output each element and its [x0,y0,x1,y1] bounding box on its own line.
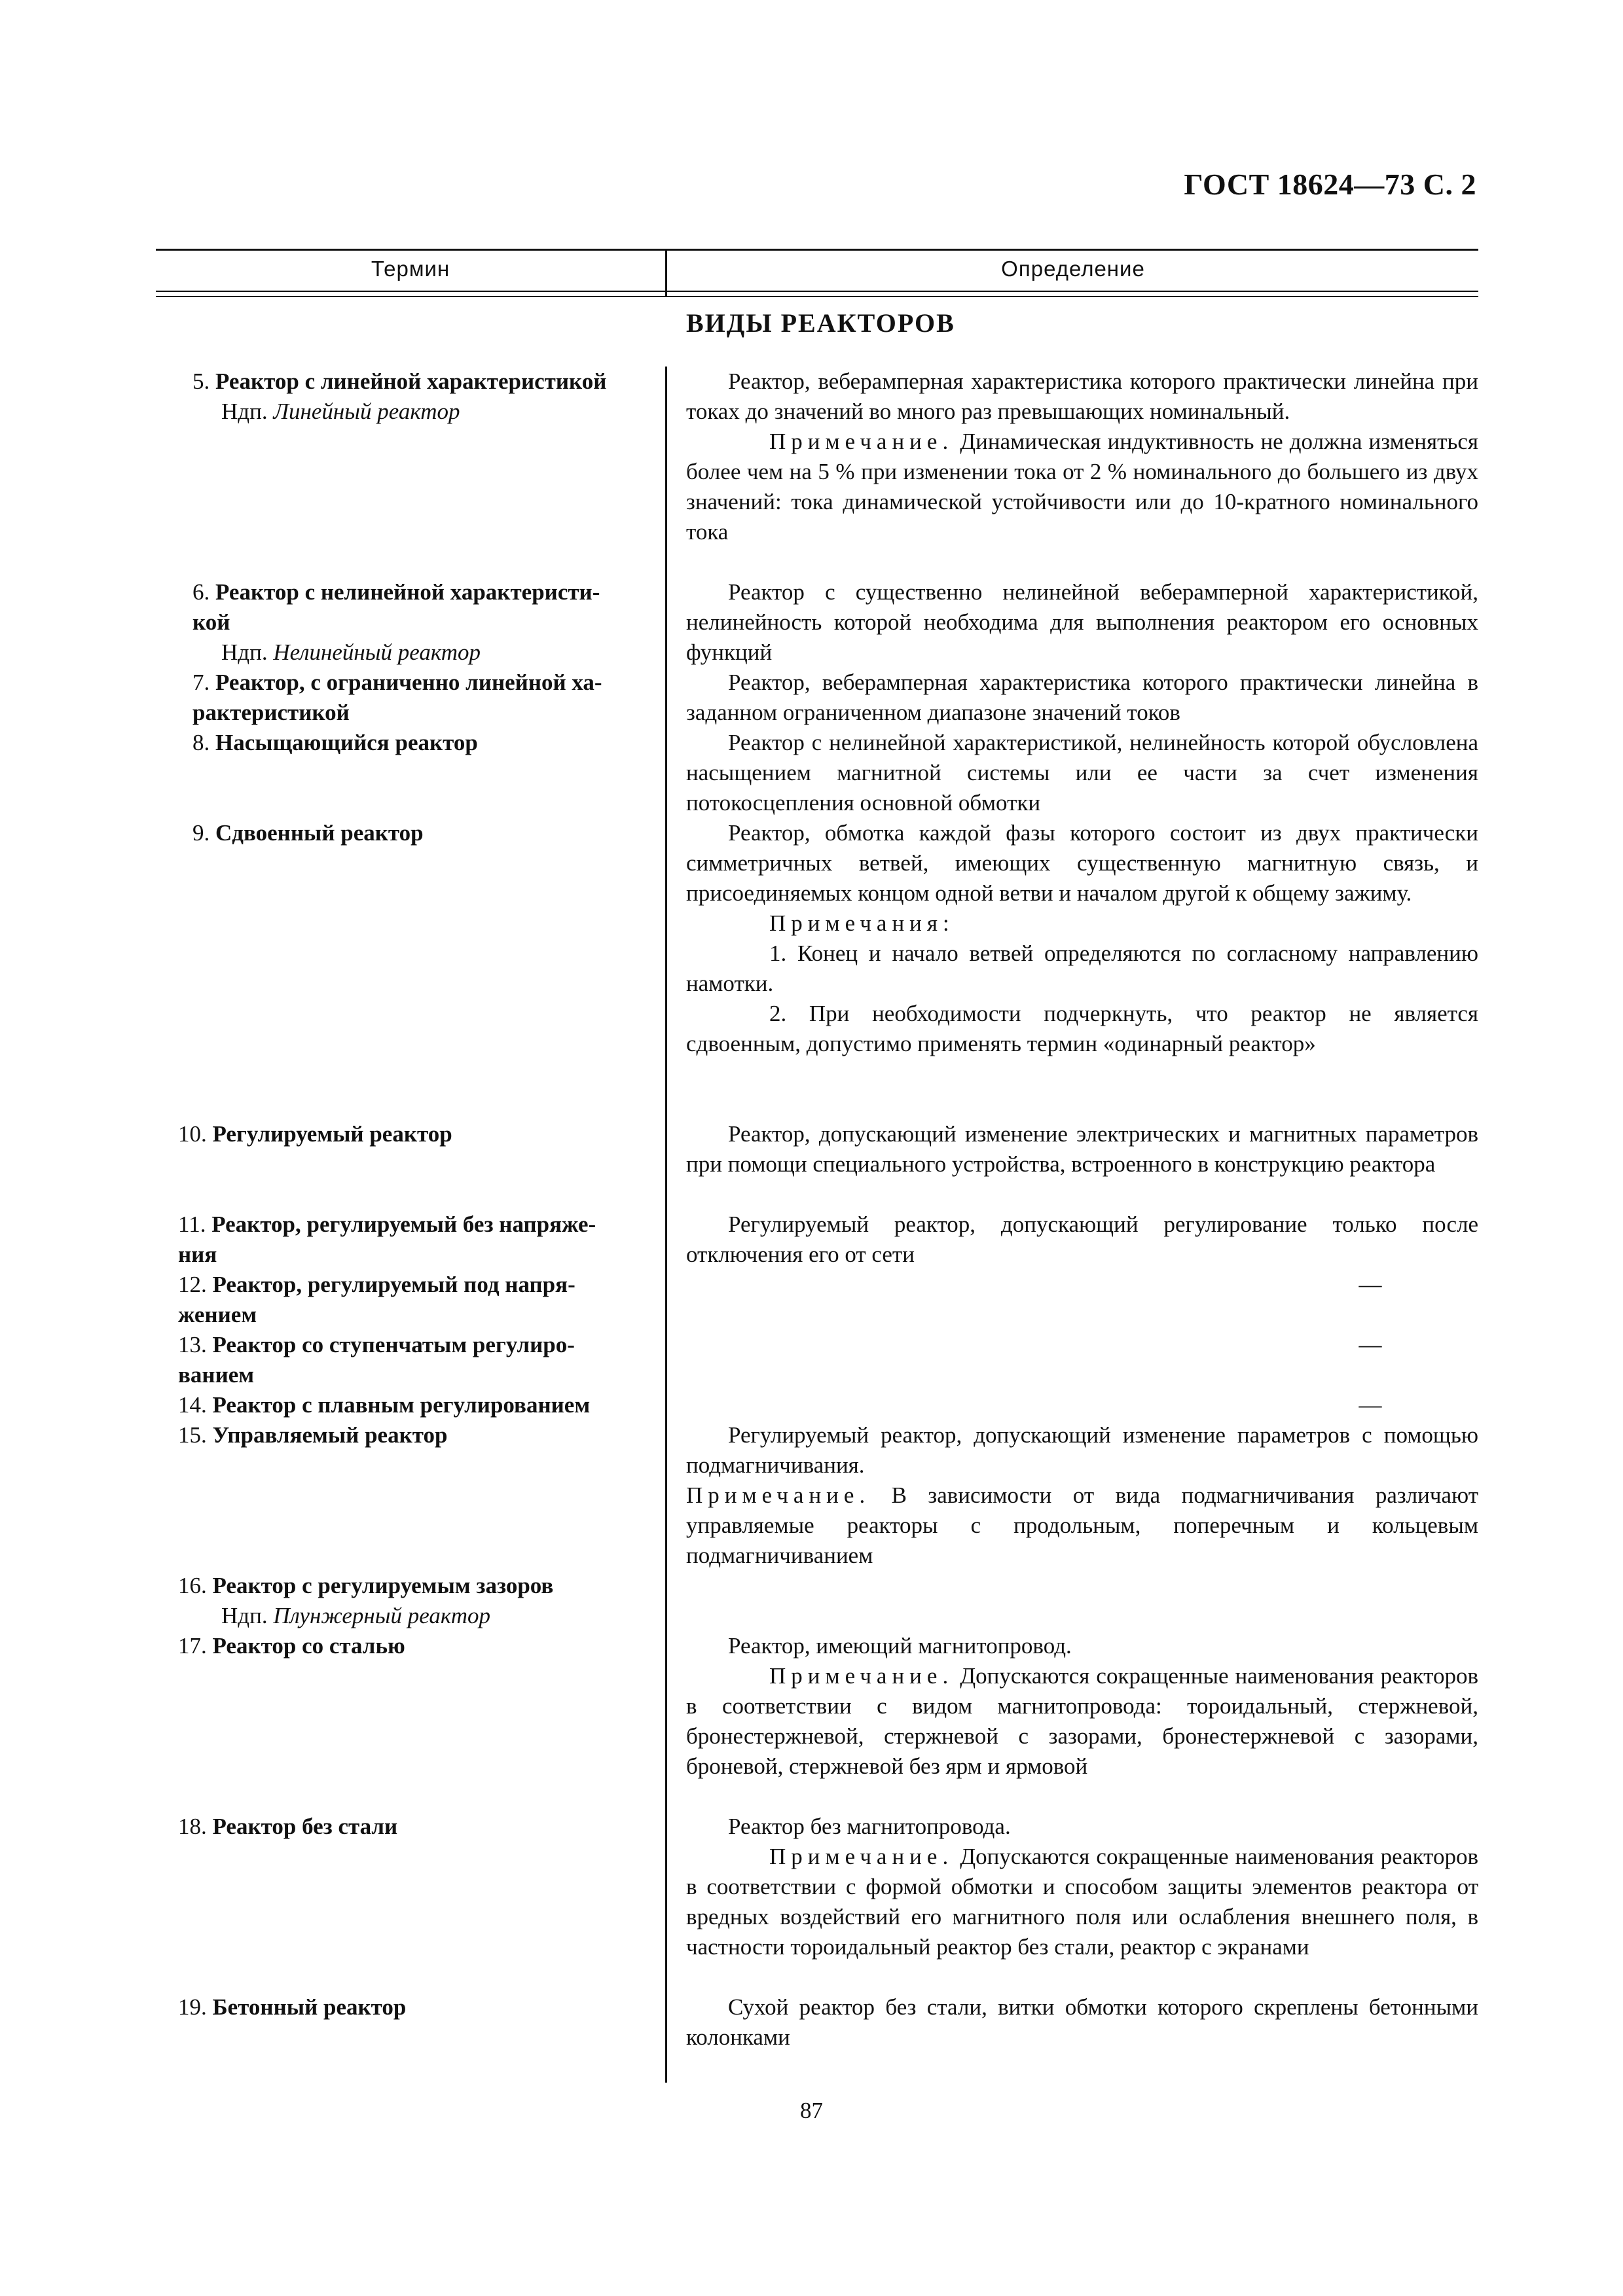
header-double-rule [156,296,1478,297]
column-divider [665,367,667,2083]
term-entry [156,728,660,758]
section-title: ВИДЫ РЕАКТОРОВ [686,308,955,338]
definition-text: Регулируемый реактор, допускающий регулирование только после отключения его от сети [686,1211,1478,1267]
definition-dash: — [1359,1332,1382,1357]
definition [686,367,1478,547]
term-entry [156,1270,660,1330]
term-title: Реактор, регулируемый под напря- [212,1272,575,1297]
definition-text: Реактор, веберамперная характеристика которого практически линейна в заданном ограниченном диапазоне значений токов [686,670,1478,725]
term-number: 10. [178,1121,207,1147]
term-number: 19. [178,1994,207,2020]
term-title: Реактор, с ограниченно линейной ха- [215,670,602,695]
note-label: Примечание. [686,1482,871,1508]
table-top-rule [156,249,1478,251]
term-title: Реактор без стали [212,1814,398,1839]
term-entry [156,668,660,728]
term-title-cont: ния [178,1242,217,1267]
note-text: В зависимости от вида подмагничивания различают управляемые реакторы с продольным, поперечным и кольцевым подмагничиванием [686,1482,1478,1568]
term-number: 15. [178,1422,207,1448]
note-item: 1. Конец и начало ветвей определяются по согласному направлению намотки. [686,941,1478,996]
note-label: Примечание. [769,429,954,454]
definition-dash: — [1359,1392,1382,1418]
definition [686,1210,1478,1270]
term-entry [156,1330,660,1390]
definition [686,1119,1478,1179]
definition [686,818,1478,1059]
term-entry [156,367,660,427]
term-number: 11. [178,1211,206,1237]
deprecated-label: Ндп. [221,639,268,665]
deprecated-label: Ндп. [221,399,268,424]
term-entry [156,1631,660,1661]
definition-dash: — [1359,1272,1382,1297]
term-title: Управляемый реактор [212,1422,448,1448]
term-title: Реактор с линейной характеристикой [215,368,607,394]
column-divider [665,249,667,296]
header-double-rule [156,291,1478,292]
page-number: 87 [800,2098,823,2123]
term-title-cont: кой [192,609,230,635]
definition [686,1631,1478,1782]
term-title: Реактор со сталью [212,1633,405,1659]
deprecated-label: Ндп. [221,1603,268,1628]
term-title: Насыщающийся реактор [215,730,478,755]
definition-text: Реактор, имеющий магнитопровод. [728,1633,1072,1659]
term-entry [156,1210,660,1270]
term-title: Бетонный реактор [212,1994,407,2020]
term-title: Реактор с нелинейной характеристи- [215,579,600,605]
definition [686,728,1478,818]
term-number: 5. [192,368,210,394]
notes-label: Примечания: [769,910,955,936]
definition [686,1812,1478,1962]
column-header-definition: Определение [1001,257,1145,281]
note-text: Допускаются сокращенные наименования реакторов в соответствии с видом магнитопровода: тороидальный, стержневой, бронестержневой, стержневой с зазорами, бронестержневой с зазорами, броневой, стержневой без ярм и ярмовой [686,1663,1478,1779]
term-title: Реактор с регулируемым зазоров [212,1573,554,1598]
term-number: 6. [192,579,210,605]
deprecated-term: Линейный реактор [273,399,460,424]
definition-text: Сухой реактор без стали, витки обмотки которого скреплены бетонными колонками [686,1994,1478,2050]
definition [686,1992,1478,2053]
term-title: Реактор с плавным регулированием [212,1392,591,1418]
term-title: Реактор со ступенчатым регулиро- [212,1332,575,1357]
term-entry [156,1119,660,1149]
note-text: Допускаются сокращенные наименования реакторов в соответствии с формой обмотки и способом защиты элементов реактора от вредных воздействий его магнитного поля или ослабления внешнего поля, в частности тороидальный реактор без стали, реактор с экранами [686,1844,1478,1960]
term-title-cont: рактеристикой [192,700,350,725]
definition-text: Реактор с нелинейной характеристикой, нелинейность которой обусловлена насыщением магнитной системы или ее части за счет изменения потокосцепления основной обмотки [686,730,1478,816]
term-entry [156,1420,660,1450]
deprecated-term: Плунжерный реактор [273,1603,491,1628]
term-title-cont: жением [178,1302,257,1327]
definition [686,1420,1478,1571]
definition-text: Регулируемый реактор, допускающий изменение параметров с помощью подмагничивания. [686,1422,1478,1478]
definition [686,577,1478,668]
note-item: 2. При необходимости подчеркнуть, что реактор не является сдвоенным, допустимо применять термин «одинарный реактор» [686,1001,1478,1056]
term-entry [156,1812,660,1842]
term-number: 14. [178,1392,207,1418]
definition-text: Реактор, допускающий изменение электрических и магнитных параметров при помощи специального устройства, встроенного в конструкцию реактора [686,1121,1478,1177]
term-title: Реактор, регулируемый без напряже- [211,1211,596,1237]
term-number: 8. [192,730,210,755]
term-entry [156,1390,660,1420]
note-text: Динамическая индуктивность не должна изменяться более чем на 5 % при изменении тока от 2 % номинального до большего из двух значений: тока динамической устойчивости или до 10-кратного номинального тока [686,429,1478,545]
term-entry [156,1992,660,2022]
term-number: 12. [178,1272,207,1297]
term-entry [156,1571,660,1631]
term-number: 16. [178,1573,207,1598]
term-title-cont: ванием [178,1362,255,1388]
term-title: Регулируемый реактор [212,1121,452,1147]
definition-text: Реактор без магнитопровода. [728,1814,1011,1839]
term-number: 13. [178,1332,207,1357]
definition-text: Реактор с существенно нелинейной веберамперной характеристикой, нелинейность которой необходима для выполнения реактором его основных функций [686,579,1478,665]
deprecated-term: Нелинейный реактор [273,639,481,665]
term-number: 9. [192,820,210,846]
definition-text: Реактор, обмотка каждой фазы которого состоит из двух практически симметричных ветвей, имеющих существенную магнитную связь, и присоединяемых концом одной ветви и началом другой к общему зажиму. [686,820,1478,906]
definition-text: Реактор, веберамперная характеристика которого практически линейна при токах до значений во много раз превышающих номинальный. [686,368,1478,424]
term-title: Сдвоенный реактор [215,820,424,846]
page-header: ГОСТ 18624—73 С. 2 [1184,168,1476,201]
note-label: Примечание. [769,1663,954,1689]
term-entry [156,818,660,848]
term-number: 18. [178,1814,207,1839]
column-header-term: Термин [371,257,450,281]
definition [686,668,1478,728]
term-number: 17. [178,1633,207,1659]
term-entry [156,577,660,668]
term-number: 7. [192,670,210,695]
note-label: Примечание. [769,1844,954,1869]
